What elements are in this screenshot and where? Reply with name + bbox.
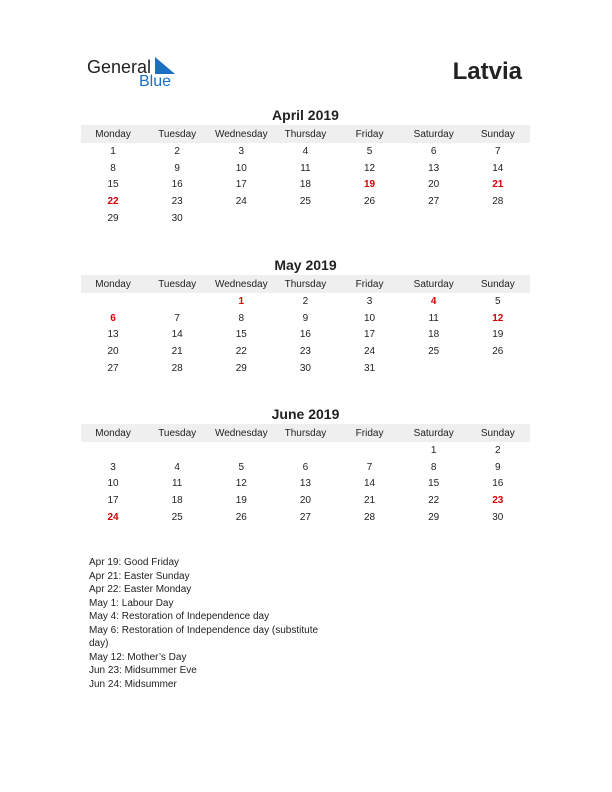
weekday-header-row xyxy=(81,125,530,143)
holiday-item: May 12: Mother’s Day xyxy=(89,651,187,663)
day-cell: 25 xyxy=(428,345,440,357)
month-calendar xyxy=(81,106,530,226)
holiday-day-cell: 24 xyxy=(107,511,119,523)
week-row xyxy=(81,360,530,377)
day-cell: 7 xyxy=(495,145,501,157)
day-cell: 5 xyxy=(238,461,245,473)
day-cell: 23 xyxy=(299,345,311,357)
day-cell: 19 xyxy=(492,329,504,341)
day-cell: 27 xyxy=(428,195,440,207)
day-cell: 22 xyxy=(428,494,440,506)
country-title: Latvia xyxy=(452,58,522,85)
day-cell: 11 xyxy=(171,478,183,490)
day-cell: 10 xyxy=(107,478,119,490)
holiday-day-cell: 23 xyxy=(492,494,504,506)
week-row xyxy=(81,326,530,343)
day-cell: 4 xyxy=(174,461,180,473)
day-cell: 16 xyxy=(171,179,183,191)
day-cell: 20 xyxy=(107,345,119,357)
week-row xyxy=(81,193,530,210)
day-cell: 8 xyxy=(430,461,437,473)
holiday-item: Jun 23: Midsummer Eve xyxy=(89,665,197,676)
weekday-label: Monday xyxy=(95,128,131,140)
day-cell: 17 xyxy=(107,494,119,506)
day-cell: 9 xyxy=(302,312,309,324)
day-cell: 16 xyxy=(492,478,504,490)
holiday-item: May 1: Labour Day xyxy=(89,597,174,609)
weekday-label: Friday xyxy=(355,427,384,439)
day-cell: 30 xyxy=(492,511,504,523)
day-cell: 8 xyxy=(110,162,116,174)
holiday-item: Jun 24: Midsummer xyxy=(89,678,177,690)
day-cell: 3 xyxy=(110,461,116,473)
weekday-label: Tuesday xyxy=(158,128,197,140)
day-cell: 24 xyxy=(364,345,376,357)
weekday-label: Thursday xyxy=(284,427,327,439)
month-calendar xyxy=(81,405,530,525)
holiday-day-cell: 21 xyxy=(492,179,504,191)
day-cell: 31 xyxy=(364,362,376,374)
day-cell: 12 xyxy=(235,478,247,490)
day-cell: 15 xyxy=(428,478,440,490)
day-cell: 10 xyxy=(364,312,376,324)
day-cell: 13 xyxy=(299,478,311,490)
week-row xyxy=(81,210,530,227)
holiday-day-cell: 19 xyxy=(364,179,376,191)
day-cell: 14 xyxy=(364,478,376,490)
day-cell: 14 xyxy=(171,329,183,341)
week-row xyxy=(81,475,530,492)
weekday-label: Sunday xyxy=(480,278,515,290)
week-row xyxy=(81,310,530,327)
weekday-header-row xyxy=(81,424,530,442)
weekday-label: Tuesday xyxy=(158,427,197,439)
holiday-list xyxy=(89,556,339,691)
holiday-day-cell: 4 xyxy=(430,295,437,307)
day-cell: 27 xyxy=(107,362,119,374)
weekday-label: Saturday xyxy=(413,427,454,439)
day-cell: 27 xyxy=(299,511,311,523)
day-cell: 12 xyxy=(364,162,376,174)
weekday-label: Thursday xyxy=(284,278,327,290)
day-cell: 15 xyxy=(235,329,247,341)
weekday-label: Thursday xyxy=(284,128,327,140)
weekday-label: Wednesday xyxy=(214,128,268,140)
week-row xyxy=(81,293,530,310)
day-cell: 30 xyxy=(171,212,183,224)
holiday-item: Apr 21: Easter Sunday xyxy=(89,570,190,582)
day-cell: 18 xyxy=(299,179,311,191)
day-cell: 17 xyxy=(235,179,247,191)
holiday-item: Apr 19: Good Friday xyxy=(89,557,180,568)
week-row xyxy=(81,176,530,193)
day-cell: 10 xyxy=(235,162,247,174)
week-row xyxy=(81,160,530,177)
day-cell: 21 xyxy=(364,494,376,506)
weekday-label: Saturday xyxy=(413,128,454,140)
logo-text-general: General xyxy=(87,57,152,77)
holiday-day-cell: 22 xyxy=(107,195,119,207)
day-cell: 19 xyxy=(235,494,247,506)
month-title: April 2019 xyxy=(272,107,339,123)
day-cell: 29 xyxy=(235,362,247,374)
day-cell: 25 xyxy=(171,511,183,523)
week-row xyxy=(81,509,530,526)
weekday-label: Friday xyxy=(355,128,384,140)
day-cell: 1 xyxy=(110,145,116,157)
day-cell: 1 xyxy=(430,444,437,456)
weekday-label: Monday xyxy=(95,278,131,290)
day-cell: 2 xyxy=(495,444,501,456)
weekday-label: Wednesday xyxy=(214,278,268,290)
week-row xyxy=(81,492,530,509)
day-cell: 6 xyxy=(430,145,437,157)
day-cell: 5 xyxy=(366,145,373,157)
day-cell: 30 xyxy=(299,362,311,374)
day-cell: 18 xyxy=(171,494,183,506)
holiday-day-cell: 12 xyxy=(492,312,504,324)
day-cell: 29 xyxy=(428,511,440,523)
day-cell: 5 xyxy=(495,295,501,307)
day-cell: 13 xyxy=(428,162,440,174)
day-cell: 11 xyxy=(300,162,311,174)
day-cell: 26 xyxy=(364,195,376,207)
holiday-item: May 4: Restoration of Independence day xyxy=(89,611,270,622)
weekday-label: Saturday xyxy=(413,278,454,290)
day-cell: 2 xyxy=(174,145,180,157)
weekday-label: Tuesday xyxy=(158,278,197,290)
month-calendar xyxy=(81,256,530,376)
holiday-day-cell: 1 xyxy=(238,295,245,307)
day-cell: 20 xyxy=(428,179,440,191)
day-cell: 7 xyxy=(174,312,180,324)
weekday-header-row xyxy=(81,275,530,293)
holiday-item: May 6: Restoration of Independence day (substitute day) xyxy=(89,624,319,649)
day-cell: 11 xyxy=(428,312,439,324)
day-cell: 28 xyxy=(364,511,376,523)
day-cell: 23 xyxy=(171,195,183,207)
day-cell: 22 xyxy=(235,345,247,357)
day-cell: 8 xyxy=(238,312,245,324)
day-cell: 26 xyxy=(492,345,504,357)
day-cell: 28 xyxy=(171,362,183,374)
day-cell: 26 xyxy=(235,511,247,523)
week-row xyxy=(81,143,530,160)
day-cell: 25 xyxy=(299,195,311,207)
day-cell: 2 xyxy=(302,295,309,307)
day-cell: 9 xyxy=(495,461,501,473)
weekday-label: Monday xyxy=(95,427,131,439)
day-cell: 14 xyxy=(492,162,504,174)
day-cell: 17 xyxy=(364,329,376,341)
week-row xyxy=(81,343,530,360)
day-cell: 3 xyxy=(366,295,373,307)
day-cell: 16 xyxy=(299,329,311,341)
week-row xyxy=(81,459,530,476)
day-cell: 4 xyxy=(302,145,309,157)
day-cell: 24 xyxy=(235,195,247,207)
day-cell: 21 xyxy=(171,345,183,357)
weekday-label: Friday xyxy=(355,278,384,290)
day-cell: 28 xyxy=(492,195,504,207)
day-cell: 6 xyxy=(302,461,309,473)
day-cell: 9 xyxy=(174,162,180,174)
weekday-label: Sunday xyxy=(480,128,515,140)
day-cell: 3 xyxy=(238,145,245,157)
month-title: June 2019 xyxy=(271,406,340,422)
day-cell: 13 xyxy=(107,329,119,341)
day-cell: 18 xyxy=(428,329,440,341)
week-row xyxy=(81,442,530,459)
day-cell: 29 xyxy=(107,212,119,224)
weekday-label: Sunday xyxy=(480,427,515,439)
day-cell: 20 xyxy=(299,494,311,506)
day-cell: 7 xyxy=(366,461,373,473)
logo-text-blue: Blue xyxy=(139,73,172,90)
weekday-label: Wednesday xyxy=(214,427,268,439)
month-title: May 2019 xyxy=(274,257,337,273)
day-cell: 15 xyxy=(107,179,119,191)
holiday-item: Apr 22: Easter Monday xyxy=(89,584,192,595)
generalblue-logo xyxy=(87,56,187,92)
holiday-day-cell: 6 xyxy=(110,312,116,324)
